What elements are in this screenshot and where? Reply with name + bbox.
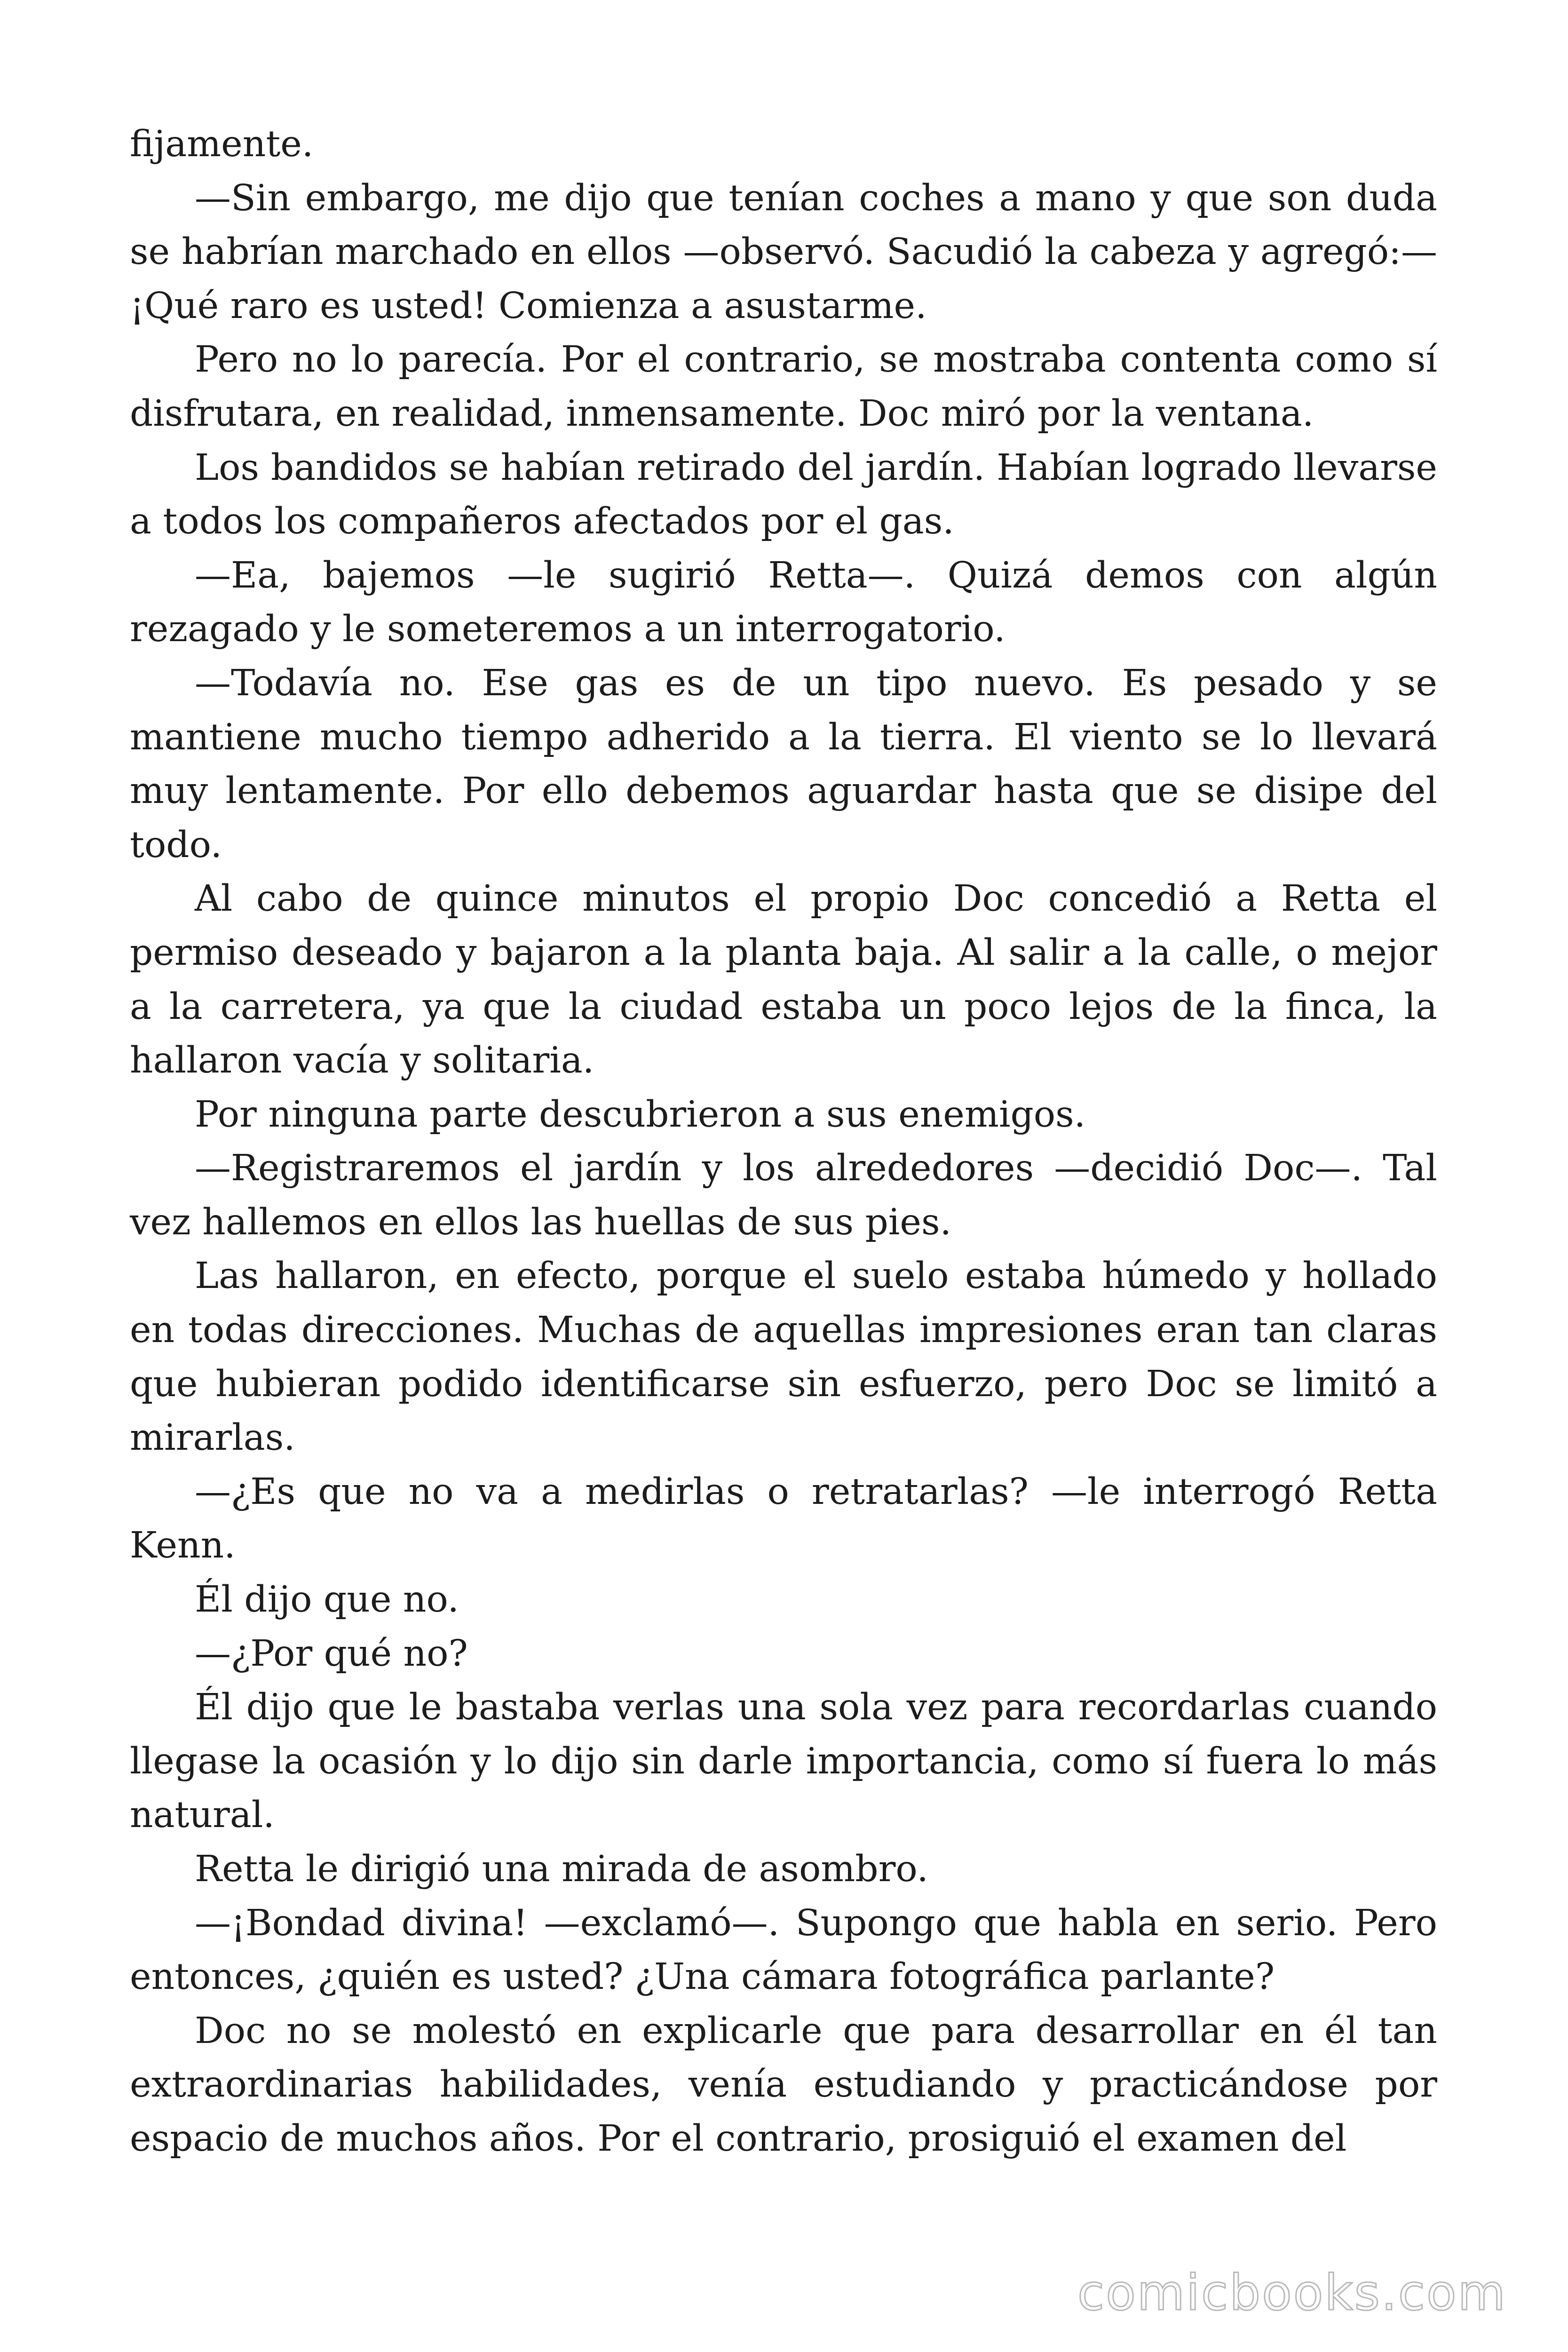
paragraph: —¿Es que no va a medirlas o retratarlas? —le interrogó Retta Kenn.	[130, 1470, 1437, 1567]
paragraph: —Todavía no. Ese gas es de un tipo nuevo. Es pesado y se mantiene mucho tiempo adherido a la tierra. El viento se lo llevará muy lentamente. Por ello debemos aguardar hasta que se disipe del todo.	[130, 662, 1437, 866]
paragraph: Las hallaron, en efecto, porque el suelo estaba húmedo y hollado en todas direcciones. Muchas de aquellas impresiones eran tan claras que hubieran podido identificarse sin esfuerzo, pero Doc se limitó a mirarlas.	[130, 1255, 1437, 1459]
watermark: comicbooks.com	[1077, 2264, 1507, 2321]
paragraph: —Ea, bajemos —le sugirió Retta—. Quizá demos con algún rezagado y le someteremos a un interrogatorio.	[130, 554, 1437, 651]
paragraph: —¿Por qué no?	[195, 1632, 468, 1675]
paragraph: —¡Bondad divina! —exclamó—. Supongo que habla en serio. Pero entonces, ¿quién es usted? ¿Una cámara fotográfica parlante?	[130, 1902, 1437, 1998]
paragraph: Él dijo que le bastaba verlas una sola vez para recordarlas cuando llegase la ocasión y lo dijo sin darle importancia, como sí fuera lo más natural.	[130, 1686, 1437, 1836]
paragraph: Retta le dirigió una mirada de asombro.	[195, 1848, 928, 1890]
paragraph: Doc no se molestó en explicarle que para desarrollar en él tan extraordinarias habilidades, venía estudiando y practicándose por espacio de muchos años. Por el contrario, prosiguió el examen del	[130, 2010, 1437, 2160]
paragraph: Él dijo que no.	[195, 1579, 459, 1621]
paragraph: Los bandidos se habían retirado del jardín. Habían logrado llevarse a todos los compañeros afectados por el gas.	[130, 446, 1437, 543]
page-body	[130, 118, 1437, 2166]
paragraph: —Sin embargo, me dijo que tenían coches a mano y que son duda se habrían marchado en ellos —observó. Sacudió la cabeza y agregó:— ¡Qué raro es usted! Comienza a asustarme.	[130, 177, 1437, 327]
paragraph: —Registraremos el jardín y los alrededores —decidió Doc—. Tal vez hallemos en ellos las huellas de sus pies.	[130, 1147, 1437, 1243]
paragraph: Por ninguna parte descubrieron a sus enemigos.	[195, 1093, 1086, 1136]
paragraph: fijamente.	[130, 123, 314, 165]
paragraph: Al cabo de quince minutos el propio Doc concedió a Retta el permiso deseado y bajaron a la planta baja. Al salir a la calle, o mejor a la carretera, ya que la ciudad estaba un poco lejos de la finca, la hallaron vacía y solitaria.	[130, 878, 1437, 1082]
paragraph: Pero no lo parecía. Por el contrario, se mostraba contenta como sí disfrutara, en realidad, inmensamente. Doc miró por la ventana.	[130, 339, 1437, 435]
